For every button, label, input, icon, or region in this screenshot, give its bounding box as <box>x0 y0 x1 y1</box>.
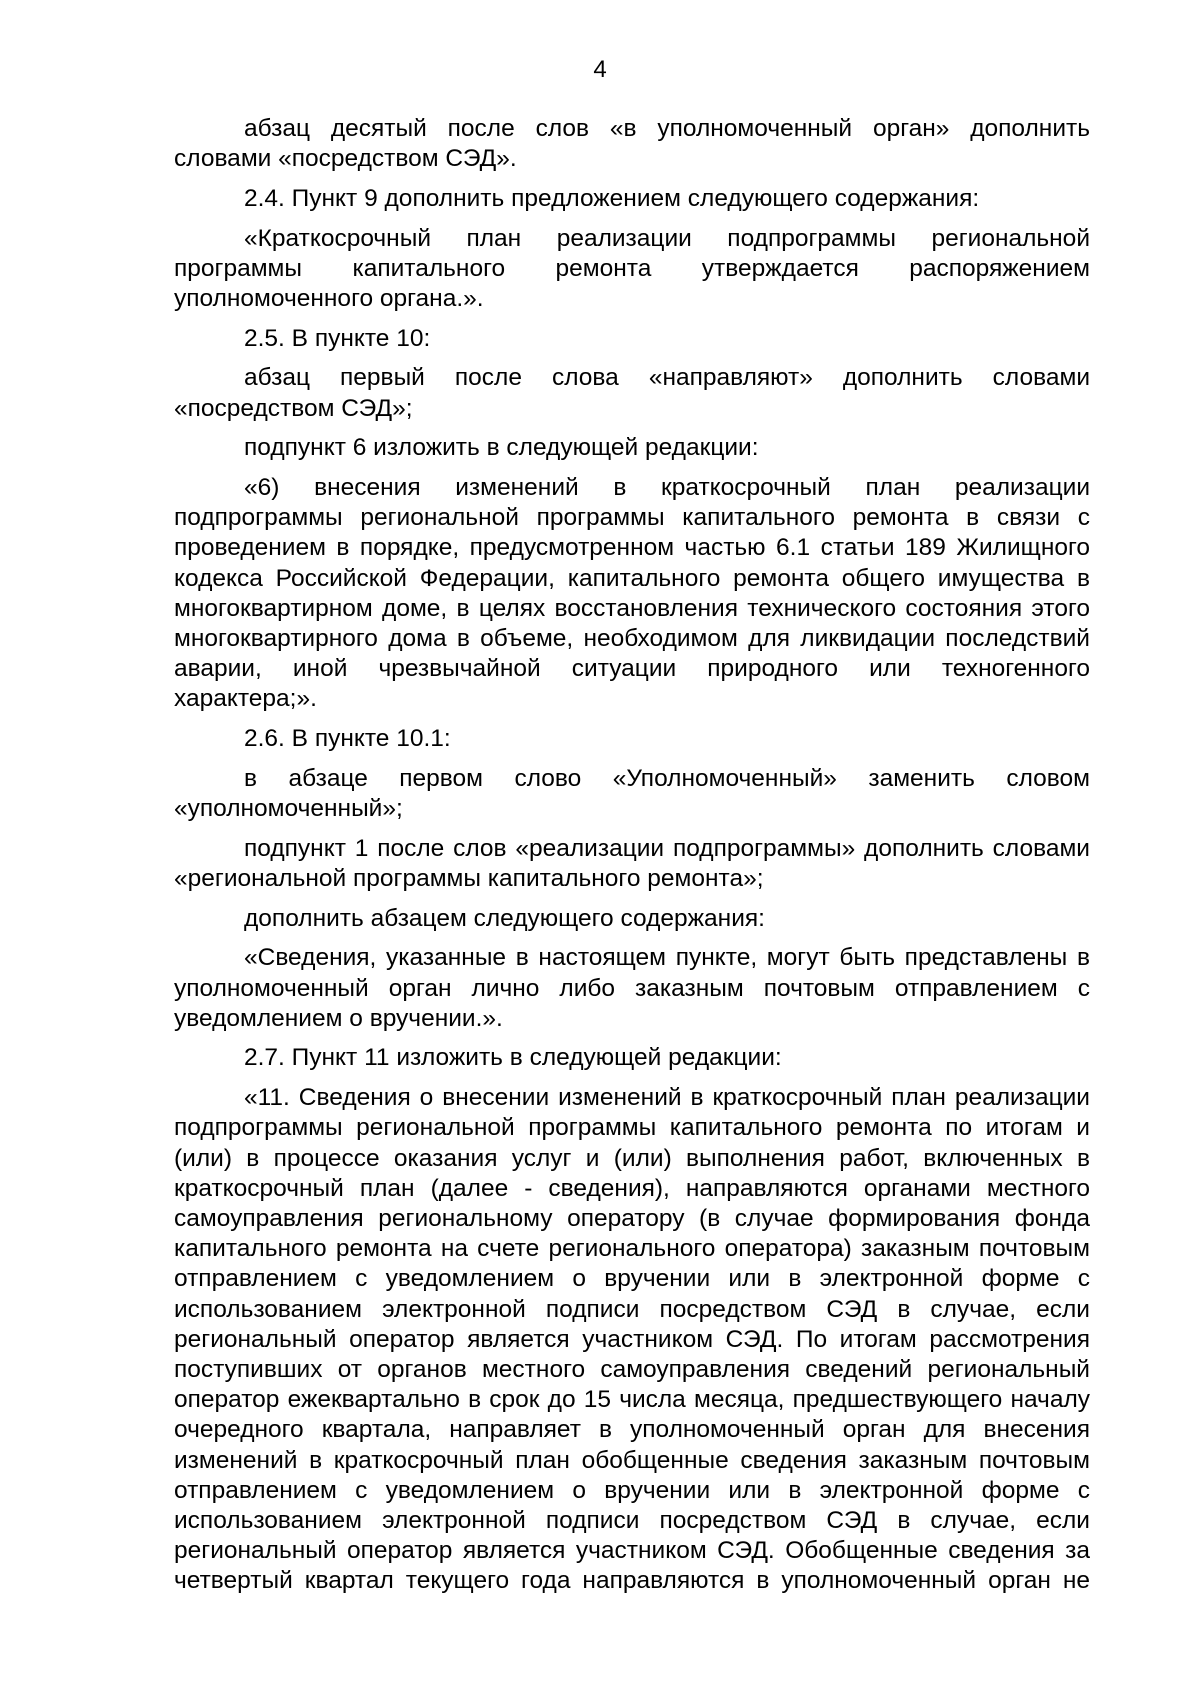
paragraph-2-6-heading: 2.6. В пункте 10.1: <box>244 725 451 753</box>
paragraph-2-4-heading: 2.4. Пункт 9 дополнить предложением следующего содержания: <box>244 184 980 212</box>
paragraph-abzac-desyatyi: абзац десятый после слов «в уполномоченный орган» дополнить словами «посредством СЭД». <box>174 115 1090 173</box>
paragraph-2-7-heading: 2.7. Пункт 11 изложить в следующей редакции: <box>244 1044 782 1072</box>
paragraph-2-6-podpunkt-1: подпункт 1 после слов «реализации подпрограммы» дополнить словами «региональной программы капитального ремонта»; <box>174 834 1090 892</box>
paragraph-2-5-podpunkt-6-text: «6) внесения изменений в краткосрочный план реализации подпрограммы региональной программы капитального ремонта в связи с проведением в порядке, предусмотренном частью 6.1 статьи 189 Жилищного кодекса Российской Федерации, капитального ремонта общего имущества в многоквартирном доме, в целях восстановления технического состояния этого многоквартирного дома в объеме, необходимом для ликвидации последствий аварии, иной чрезвычайной ситуации природного или техногенного характера;». <box>174 474 1090 713</box>
paragraph-2-7-punkt-11-text: «11. Сведения о внесении изменений в краткосрочный план реализации подпрограммы региональной программы капитального ремонта по итогам и (или) в процессе оказания услуг и (или) выполнения работ, включенных в краткосрочный план (далее - сведения), направляются органами местного самоуправления региональному оператору (в случае формирования фонда капитального ремонта на счете регионального оператора) заказным почтовым отправлением с уведомлением о вручении или в электронной форме с использованием электронной подписи посредством СЭД в случае, если региональный оператор является участником СЭД. По итогам рассмотрения поступивших от органов местного самоуправления сведений региональный оператор ежеквартально в срок до 15 числа месяца, предшествующего началу очередного квартала, направляет в уполномоченный орган для внесения изменений в краткосрочный план обобщенные сведения заказным почтовым отправлением с уведомлением о вручении или в электронной форме с использованием электронной подписи посредством СЭД в случае, если региональный оператор является участником СЭД. Обобщенные сведения за четвертый квартал текущего года направляются в уполномоченный орган не <box>174 1084 1090 1595</box>
document-body <box>174 114 1090 1597</box>
paragraph-2-6-dopolnit: дополнить абзацем следующего содержания: <box>244 904 765 932</box>
page-number: 4 <box>593 56 607 83</box>
paragraph-2-6-svedeniya: «Сведения, указанные в настоящем пункте, могут быть представлены в уполномоченный орган лично либо заказным почтовым отправлением с уведомлением о вручении.». <box>174 944 1090 1032</box>
paragraph-2-6-abzac-pervyi: в абзаце первом слово «Уполномоченный» заменить словом «уполномоченный»; <box>174 764 1090 823</box>
paragraph-2-5-abzac-pervyi: абзац первый после слова «направляют» дополнить словами «посредством СЭД»; <box>174 364 1090 422</box>
paragraph-2-5-podpunkt-6: подпункт 6 изложить в следующей редакции: <box>244 434 759 462</box>
paragraph-2-4-text: «Краткосрочный план реализации подпрограммы региональной программы капитального ремонта утверждается распоряжением уполномоченного органа.». <box>174 224 1090 313</box>
paragraph-2-5-heading: 2.5. В пункте 10: <box>244 324 431 352</box>
